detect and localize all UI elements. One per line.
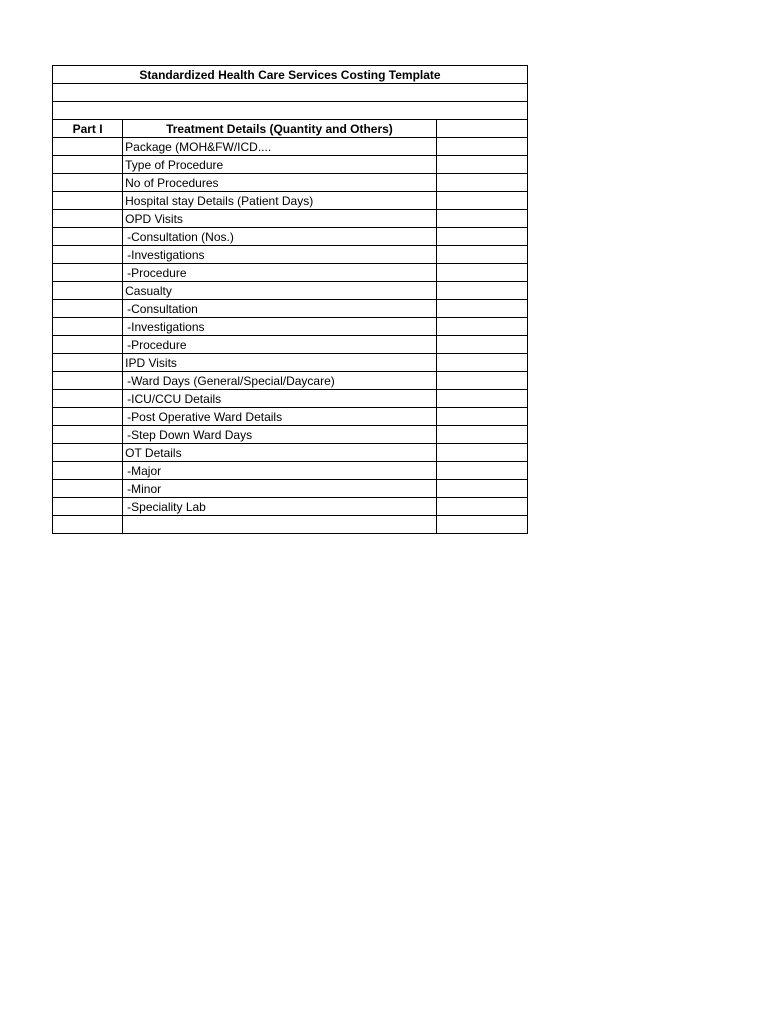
- header-row: [53, 120, 528, 138]
- part-cell[interactable]: [53, 282, 123, 300]
- blank-cell[interactable]: [53, 84, 528, 102]
- part-cell[interactable]: [53, 372, 123, 390]
- quantity-cell[interactable]: [436, 318, 527, 336]
- part-cell[interactable]: [53, 264, 123, 282]
- treatment-detail-label: -Investigations: [123, 246, 437, 264]
- table-row: [53, 462, 528, 480]
- treatment-detail-label: Hospital stay Details (Patient Days): [123, 192, 437, 210]
- table-row: [53, 300, 528, 318]
- part-cell[interactable]: [53, 246, 123, 264]
- part-cell[interactable]: [53, 444, 123, 462]
- quantity-cell[interactable]: [436, 480, 527, 498]
- table-row: [53, 282, 528, 300]
- treatment-detail-label: -Investigations: [123, 318, 437, 336]
- quantity-cell[interactable]: [436, 210, 527, 228]
- part-cell[interactable]: [53, 174, 123, 192]
- table-row: [53, 408, 528, 426]
- blank-cell[interactable]: [53, 102, 528, 120]
- quantity-cell[interactable]: [436, 192, 527, 210]
- treatment-detail-label: -Post Operative Ward Details: [123, 408, 437, 426]
- treatment-detail-label: IPD Visits: [123, 354, 437, 372]
- part-cell[interactable]: [53, 210, 123, 228]
- treatment-detail-label: -Consultation: [123, 300, 437, 318]
- quantity-cell[interactable]: [436, 390, 527, 408]
- part-cell[interactable]: [53, 156, 123, 174]
- treatment-detail-label: OPD Visits: [123, 210, 437, 228]
- table-row: [53, 516, 528, 534]
- treatment-detail-label: Casualty: [123, 282, 437, 300]
- blank-row: [53, 84, 528, 102]
- part-cell[interactable]: [53, 228, 123, 246]
- quantity-cell[interactable]: [436, 282, 527, 300]
- table-row: [53, 426, 528, 444]
- quantity-cell[interactable]: [436, 138, 527, 156]
- table-row: [53, 228, 528, 246]
- part-cell[interactable]: [53, 318, 123, 336]
- part-header: Part I: [53, 120, 123, 138]
- part-cell[interactable]: [53, 138, 123, 156]
- part-cell[interactable]: [53, 408, 123, 426]
- quantity-cell[interactable]: [436, 516, 527, 534]
- treatment-detail-label: -Procedure: [123, 336, 437, 354]
- treatment-detail-label: Type of Procedure: [123, 156, 437, 174]
- part-cell[interactable]: [53, 498, 123, 516]
- part-cell[interactable]: [53, 390, 123, 408]
- table-row: [53, 498, 528, 516]
- sheet-title: Standardized Health Care Services Costing Template: [53, 66, 528, 84]
- treatment-detail-label: Package (MOH&FW/ICD....: [123, 138, 437, 156]
- table-row: [53, 264, 528, 282]
- table-row: [53, 174, 528, 192]
- table-row: [53, 372, 528, 390]
- table-row: [53, 354, 528, 372]
- treatment-detail-label: [123, 516, 437, 534]
- treatment-detail-label: -ICU/CCU Details: [123, 390, 437, 408]
- part-cell[interactable]: [53, 480, 123, 498]
- table-row: [53, 336, 528, 354]
- table-row: [53, 192, 528, 210]
- table-row: [53, 318, 528, 336]
- treatment-detail-label: -Ward Days (General/Special/Daycare): [123, 372, 437, 390]
- table-row: [53, 138, 528, 156]
- treatment-detail-label: -Major: [123, 462, 437, 480]
- treatment-detail-label: -Speciality Lab: [123, 498, 437, 516]
- quantity-cell[interactable]: [436, 300, 527, 318]
- part-cell[interactable]: [53, 426, 123, 444]
- part-cell[interactable]: [53, 516, 123, 534]
- treatment-detail-label: -Minor: [123, 480, 437, 498]
- part-cell[interactable]: [53, 192, 123, 210]
- quantity-cell[interactable]: [436, 156, 527, 174]
- treatment-detail-label: -Step Down Ward Days: [123, 426, 437, 444]
- quantity-cell[interactable]: [436, 408, 527, 426]
- quantity-cell[interactable]: [436, 336, 527, 354]
- value-header[interactable]: [436, 120, 527, 138]
- quantity-cell[interactable]: [436, 174, 527, 192]
- quantity-cell[interactable]: [436, 264, 527, 282]
- part-cell[interactable]: [53, 462, 123, 480]
- table-row: [53, 210, 528, 228]
- part-cell[interactable]: [53, 354, 123, 372]
- table-row: [53, 246, 528, 264]
- costing-template-table: [52, 65, 528, 534]
- quantity-cell[interactable]: [436, 372, 527, 390]
- blank-row: [53, 102, 528, 120]
- quantity-cell[interactable]: [436, 426, 527, 444]
- treatment-detail-label: OT Details: [123, 444, 437, 462]
- treatment-detail-label: No of Procedures: [123, 174, 437, 192]
- table-row: [53, 156, 528, 174]
- table-row: [53, 480, 528, 498]
- quantity-cell[interactable]: [436, 354, 527, 372]
- part-cell[interactable]: [53, 300, 123, 318]
- quantity-cell[interactable]: [436, 228, 527, 246]
- title-row: [53, 66, 528, 84]
- part-cell[interactable]: [53, 336, 123, 354]
- table-row: [53, 390, 528, 408]
- details-header: Treatment Details (Quantity and Others): [123, 120, 437, 138]
- quantity-cell[interactable]: [436, 462, 527, 480]
- table-row: [53, 444, 528, 462]
- treatment-detail-label: -Procedure: [123, 264, 437, 282]
- quantity-cell[interactable]: [436, 444, 527, 462]
- quantity-cell[interactable]: [436, 498, 527, 516]
- treatment-detail-label: -Consultation (Nos.): [123, 228, 437, 246]
- quantity-cell[interactable]: [436, 246, 527, 264]
